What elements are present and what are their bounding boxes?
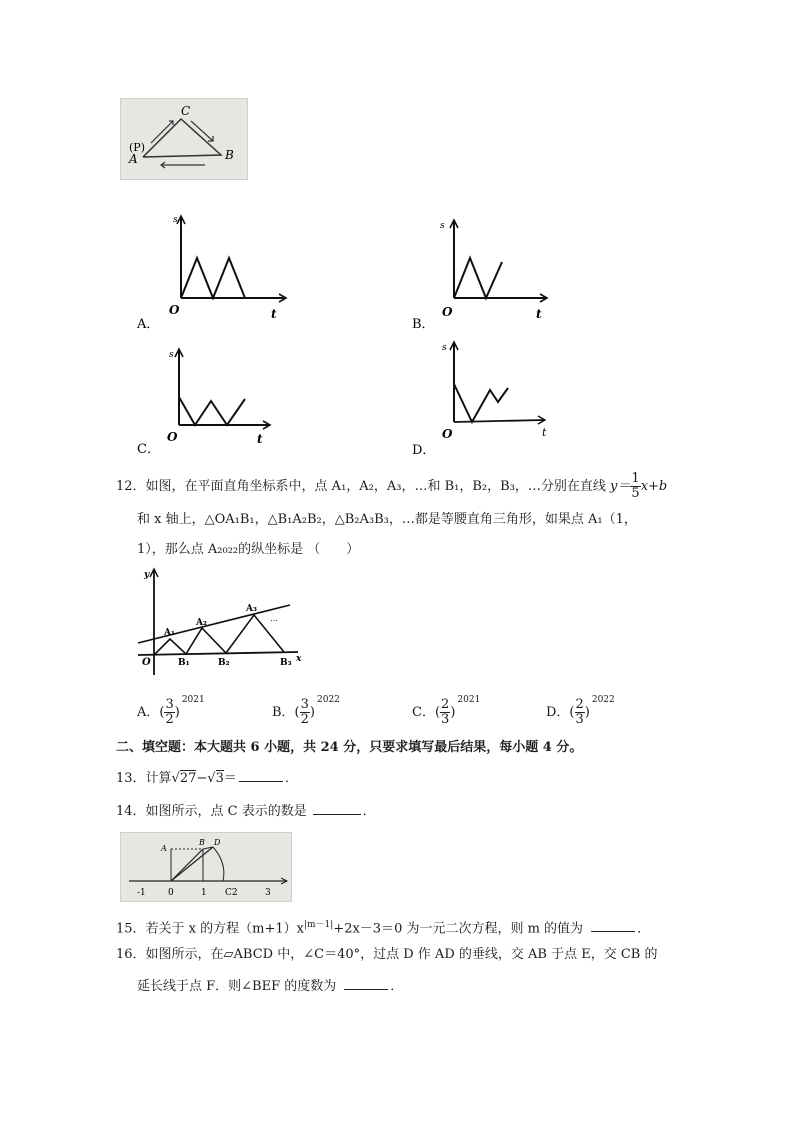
- label-p: (P): [129, 141, 145, 154]
- graph-option-c: [135, 345, 295, 465]
- option-label: A．: [137, 317, 160, 332]
- option-label: D．(: [546, 705, 575, 720]
- q12-option-d[interactable]: [546, 695, 615, 727]
- q12-line3: 1），那么点 A₂₀₂₂的纵坐标是 （ ）: [137, 542, 360, 557]
- q13-prefix: 13．计算: [116, 771, 172, 786]
- label-c: C: [181, 104, 191, 118]
- q15-line: [116, 917, 650, 937]
- number-line-photo: [120, 832, 292, 902]
- origin-label: O: [442, 305, 453, 319]
- q12-line2: 和 x 轴上，△OA₁B₁，△B₁A₂B₂，△B₂A₃B₃，…都是等腰直角三角形，如果点 A₁（1，: [137, 512, 637, 527]
- option-fraction: [440, 698, 450, 727]
- period: ．: [362, 804, 376, 819]
- radicand-27: 27: [179, 771, 197, 786]
- tick-0: 0: [168, 888, 174, 898]
- frac-num: 2: [575, 697, 584, 712]
- option-label: B．(: [272, 705, 300, 720]
- graph-option-a: [135, 210, 295, 335]
- tick-c2: C2: [225, 888, 238, 898]
- q14-line: [116, 802, 376, 820]
- option-label: C．: [137, 442, 160, 457]
- axis-t-label: t: [536, 307, 542, 321]
- ellipsis-label: ⋯: [270, 616, 278, 625]
- frac-den: 5: [631, 486, 640, 501]
- option-label: B．: [412, 317, 435, 332]
- axis-s-label: s: [440, 221, 445, 231]
- frac-den: 3: [575, 712, 584, 727]
- sqrt-icon: √: [207, 771, 216, 786]
- q12-eq-y: y＝: [610, 479, 631, 494]
- q12-eq-rest: x+b: [640, 479, 668, 494]
- origin-label: O: [169, 303, 180, 317]
- sqrt-icon: √: [171, 771, 180, 786]
- triangle-diagram: [121, 99, 247, 179]
- frac-num: 2: [441, 697, 450, 712]
- exponent: 2021: [181, 695, 205, 705]
- a1-label: A₁: [164, 628, 175, 638]
- exponent: 2021: [457, 695, 481, 705]
- q12-option-c[interactable]: [412, 695, 480, 727]
- exponent: |m－1|: [303, 920, 334, 930]
- period: ．: [637, 921, 651, 937]
- q12-option-b[interactable]: [272, 695, 340, 727]
- frac-den: 3: [441, 712, 450, 727]
- option-fraction: [575, 698, 585, 727]
- axis-s-label: s: [169, 350, 174, 360]
- frac-num: 3: [300, 697, 309, 712]
- exponent: 2022: [591, 695, 615, 705]
- axis-t-label: t: [257, 432, 263, 446]
- tick-3: 3: [265, 888, 271, 898]
- b1-label: B₁: [178, 658, 190, 668]
- period: ．: [390, 979, 404, 994]
- radicand-3: 3: [215, 771, 224, 786]
- origin-label: O: [442, 427, 453, 441]
- point-a: A: [161, 844, 167, 853]
- paren-close: ): [174, 705, 180, 720]
- tick-1: 1: [201, 888, 207, 898]
- q16-text: 延长线于点 F．则∠BEF 的度数为: [137, 979, 337, 994]
- a3-label: A₃: [246, 604, 257, 614]
- section-heading: 二、填空题：本大题共 6 小题，共 24 分，只要求填写最后结果，每小题 4 分。: [116, 740, 583, 755]
- label-a: A: [129, 152, 138, 166]
- frac-den: 2: [300, 712, 309, 727]
- x-axis-label: x: [296, 654, 302, 664]
- label-b: B: [225, 148, 234, 162]
- number-line-diagram: [121, 833, 291, 901]
- q15-post: +2x－3＝0 为一元二次方程，则 m 的值为: [333, 921, 584, 937]
- axis-s-label: s: [173, 215, 178, 225]
- paren-close: ): [309, 705, 315, 720]
- axis-t-label: t: [542, 426, 547, 439]
- minus-sign: −: [196, 771, 208, 786]
- q15-pre: 15．若关于 x 的方程（m+1）x: [116, 921, 304, 937]
- answer-blank[interactable]: [591, 919, 635, 932]
- answer-blank[interactable]: [239, 769, 283, 782]
- answer-blank[interactable]: [344, 977, 388, 990]
- q14-text: 14．如图所示，点 C 表示的数是: [116, 804, 307, 819]
- q12-line1: [116, 472, 667, 501]
- exponent: 2022: [317, 695, 340, 705]
- option-label: A．(: [137, 705, 165, 720]
- graph-option-d: [410, 340, 570, 465]
- option-fraction: [300, 698, 310, 727]
- graph-option-b: [410, 210, 570, 335]
- option-fraction: [164, 698, 174, 727]
- option-label: C．(: [412, 705, 441, 720]
- axis-t-label: t: [271, 307, 277, 321]
- equals-sign: ＝: [223, 771, 237, 786]
- q12-option-a[interactable]: [137, 695, 205, 727]
- q13-line: [116, 769, 298, 787]
- q12-fraction: [630, 472, 640, 501]
- frac-num: 1: [631, 471, 640, 486]
- point-b: B: [199, 838, 205, 847]
- a2-label: A₂: [196, 618, 207, 628]
- triangle-photo: [120, 98, 248, 180]
- period: ．: [284, 771, 298, 786]
- option-label: D．: [412, 443, 436, 458]
- q16-line1: 16．如图所示，在▱ABCD 中，∠C＝40°，过点 D 作 AD 的垂线，交 AB 于点 E，交 CB 的: [116, 947, 658, 962]
- answer-blank[interactable]: [313, 802, 361, 815]
- paren-close: ): [584, 705, 590, 720]
- tick-neg1: -1: [137, 888, 146, 898]
- q12-text: 12．如图，在平面直角坐标系中，点 A₁，A₂，A₃，…和 B₁，B₂，B₃，…分别在直线: [116, 479, 606, 494]
- q16-line2: [137, 977, 403, 995]
- frac-den: 2: [165, 712, 174, 727]
- paren-close: ): [450, 705, 456, 720]
- q12-figure: [134, 565, 304, 685]
- origin-label: O: [142, 657, 151, 668]
- b2-label: B₂: [218, 658, 230, 668]
- frac-num: 3: [165, 697, 174, 712]
- origin-label: O: [167, 430, 178, 444]
- point-d: D: [214, 838, 221, 847]
- b3-label: B₃: [280, 658, 292, 668]
- axis-s-label: s: [442, 343, 447, 353]
- y-axis-label: y: [144, 570, 150, 580]
